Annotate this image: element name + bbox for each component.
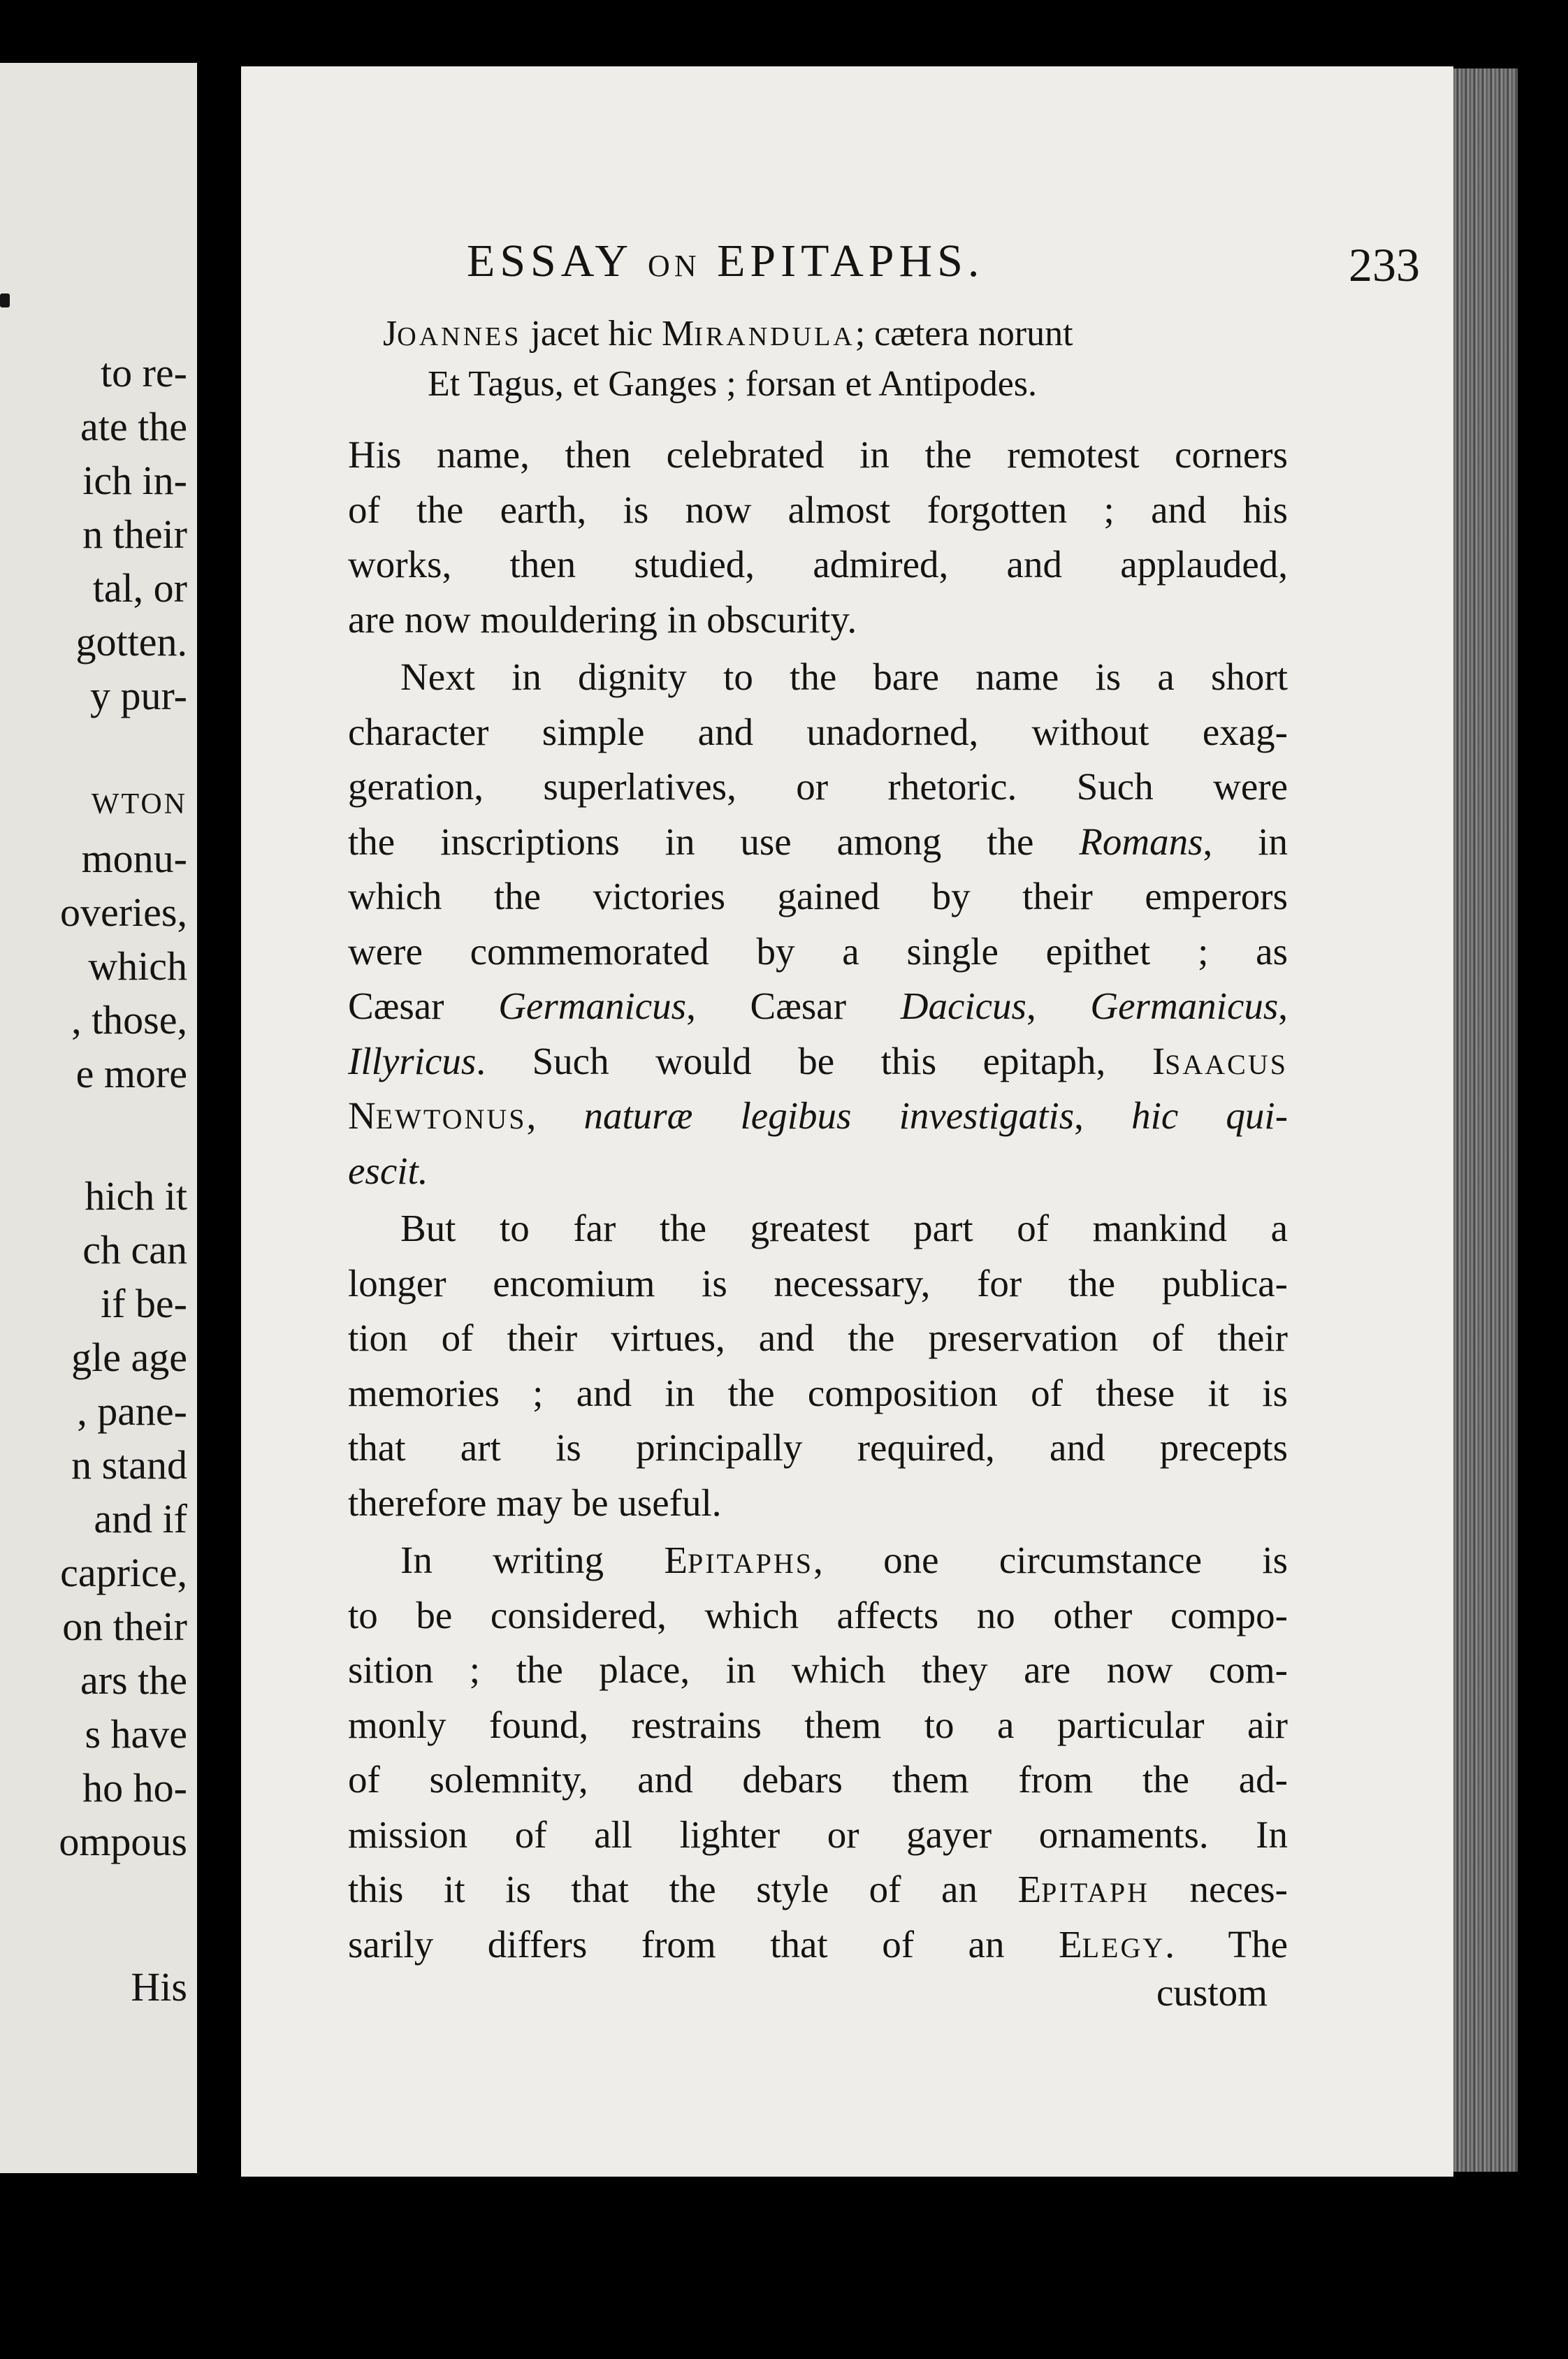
facing-page-line: if be-	[101, 1281, 187, 1326]
facing-page-line: s have	[85, 1711, 187, 1757]
text-line: geration, superlatives, or rhetoric. Such were	[348, 765, 1288, 808]
facing-page-line: e more	[75, 1051, 187, 1096]
text-line: memories ; and in the composition of these it is	[348, 1371, 1288, 1414]
text-line: this it is that the style of an EPITAPH neces-	[348, 1868, 1288, 1910]
facing-page-line: hich it	[85, 1173, 187, 1219]
text-line: character simple and unadorned, without exag-	[348, 710, 1288, 753]
catchword: custom	[1156, 1971, 1268, 2014]
ink-mark	[0, 293, 10, 307]
text-line: works, then studied, admired, and applauded,	[348, 543, 1288, 586]
text-line: longer encomium is necessary, for the publica-	[348, 1261, 1288, 1305]
text-line: In writing EPITAPHS, one circumstance is	[400, 1539, 1288, 1581]
text-line: monly found, restrains them to a particular air	[348, 1703, 1288, 1746]
facing-page-line: tal, or	[92, 565, 187, 611]
facing-page-line: ch can	[82, 1227, 187, 1272]
facing-page-line: gle age	[71, 1335, 187, 1380]
facing-page-line: which	[88, 943, 187, 989]
running-head: ESSAY ON EPITAPHS.	[467, 235, 985, 286]
text-line: His name, then celebrated in the remotest corners	[348, 433, 1288, 476]
facing-page-line: ate the	[80, 404, 187, 449]
facing-page-line: n stand	[71, 1442, 187, 1488]
text-line: the inscriptions in use among the Romans, in	[348, 820, 1288, 863]
text-line: Cæsar Germanicus, Cæsar Dacicus, Germanicus,	[348, 985, 1288, 1027]
facing-page-line: ompous	[59, 1819, 187, 1864]
text-line: that art is principally required, and precepts	[348, 1426, 1288, 1469]
text-line: are now mouldering in obscurity.	[348, 597, 857, 641]
text-line: Next in dignity to the bare name is a short	[400, 655, 1288, 698]
text-line: Illyricus. Such would be this epitaph, ISAACUS	[348, 1039, 1288, 1082]
facing-page-line: ars the	[80, 1657, 187, 1703]
verse-line-2: Et Tagus, et Ganges ; forsan et Antipodes.	[428, 364, 1038, 404]
verse-line-1: JOANNES jacet hic MIRANDULA; cætera norunt	[383, 314, 1073, 354]
facing-page-catchword: His	[131, 1964, 187, 2010]
facing-page-line: , those,	[71, 997, 187, 1043]
page-edges	[1453, 68, 1518, 2172]
text-line: sition ; the place, in which they are now com-	[348, 1648, 1288, 1691]
facing-page-line: , pane-	[77, 1388, 187, 1434]
text-line: to be considered, which affects no other compo-	[348, 1593, 1288, 1636]
text-line: escit.	[348, 1149, 428, 1192]
facing-page-line: gotten.	[75, 619, 187, 665]
facing-page-line: monu-	[81, 836, 187, 881]
facing-page-line: ho ho-	[82, 1765, 187, 1810]
page-number: 233	[1349, 238, 1420, 291]
text-line: NEWTONUS, naturæ legibus investigatis, hic qui-	[348, 1094, 1288, 1137]
facing-page-line: overies,	[60, 890, 187, 935]
facing-page-line: y pur-	[90, 673, 187, 718]
text-line: were commemorated by a single epithet ; as	[348, 929, 1288, 973]
text-line: mission of all lighter or gayer ornaments. In	[348, 1813, 1288, 1856]
text-line: of the earth, is now almost forgotten ; and his	[348, 488, 1288, 531]
facing-page-line: on their	[62, 1604, 187, 1649]
facing-page-line: n their	[82, 511, 187, 557]
body-text	[348, 428, 1288, 1972]
facing-page-line: caprice,	[60, 1550, 187, 1595]
text-line: sarily differs from that of an ELEGY. The	[348, 1922, 1288, 1966]
facing-page-line: to re-	[101, 350, 187, 395]
text-line: of solemnity, and debars them from the ad-	[348, 1758, 1288, 1801]
text-line: therefore may be useful.	[348, 1481, 722, 1524]
text-line: But to far the greatest part of mankind a	[400, 1207, 1288, 1249]
facing-page-fragment	[0, 63, 197, 2173]
text-line: which the victories gained by their emperors	[348, 875, 1288, 917]
facing-page-line: WTON	[91, 788, 187, 820]
facing-page-line: and if	[94, 1496, 187, 1541]
facing-page-line: ich in-	[82, 458, 187, 503]
text-line: tion of their virtues, and the preservation of their	[348, 1316, 1288, 1359]
